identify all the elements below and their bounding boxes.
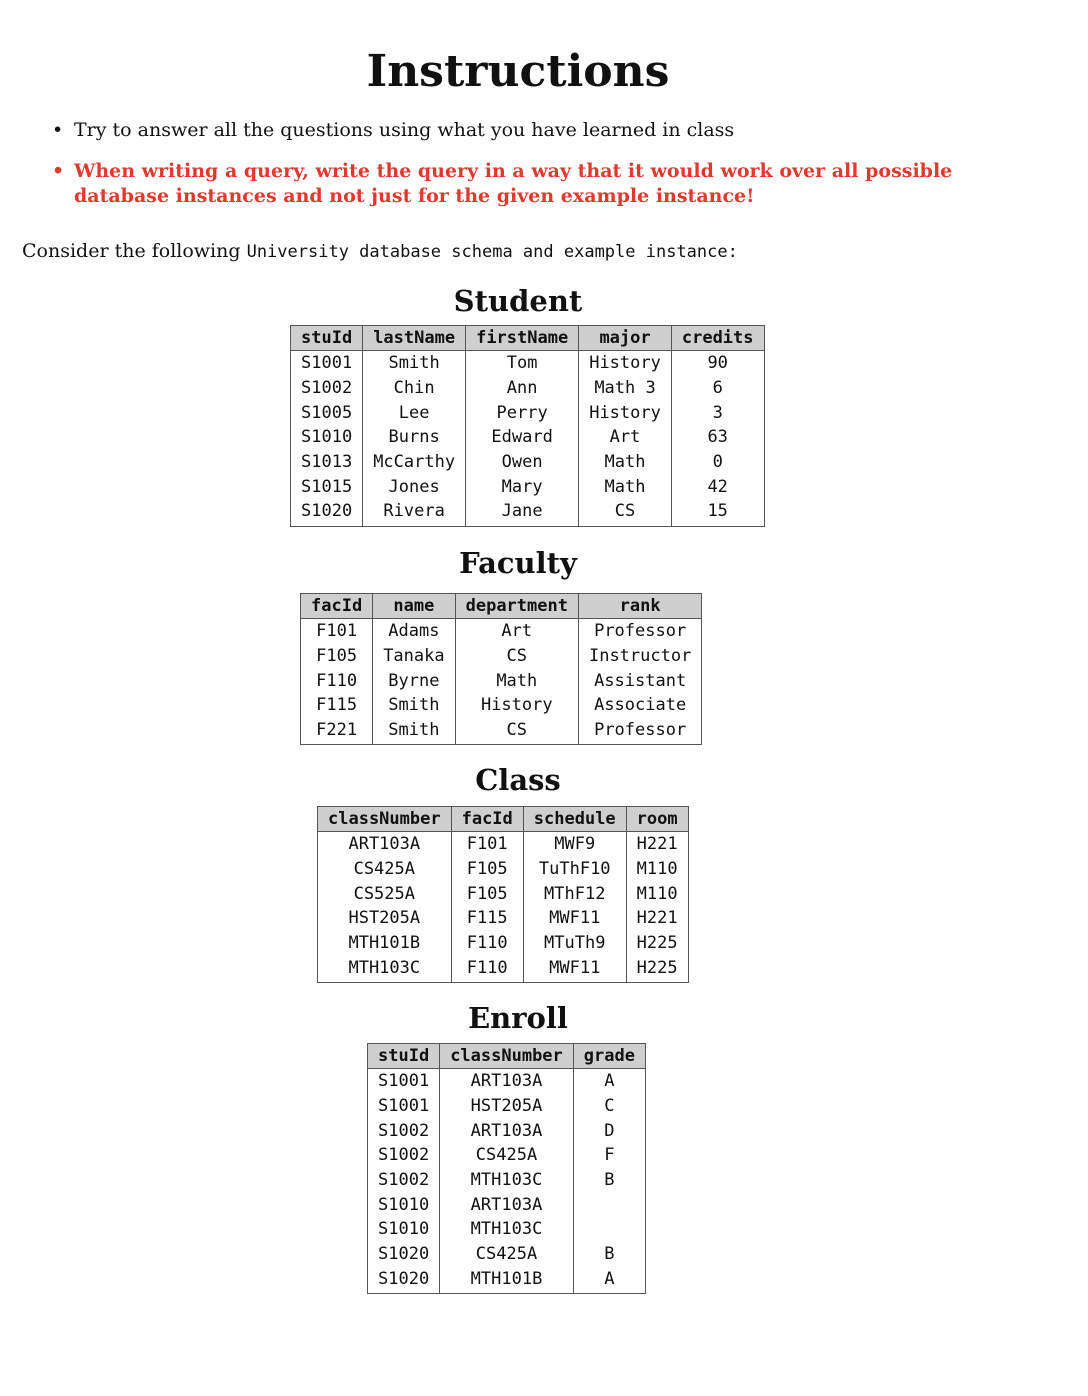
page-title: Instructions (366, 46, 670, 97)
table-cell: Jones (363, 474, 466, 499)
table-row (318, 931, 689, 956)
table-cell: CS (579, 499, 672, 526)
column-header: facId (301, 594, 373, 619)
table-cell: Math (579, 474, 672, 499)
column-header: classNumber (318, 807, 452, 832)
table-row (301, 668, 702, 693)
table-cell: F110 (301, 668, 373, 693)
table-cell: F105 (451, 857, 523, 882)
column-header: facId (451, 807, 523, 832)
table-cell: ART103A (440, 1192, 574, 1217)
column-header: lastName (363, 326, 466, 351)
column-header: name (373, 594, 455, 619)
table-cell: S1020 (291, 499, 363, 526)
table-cell: CS (455, 644, 578, 669)
class-table (317, 806, 689, 983)
table-row (368, 1143, 646, 1168)
table-cell: Perry (466, 400, 579, 425)
table-cell: S1020 (368, 1267, 440, 1294)
table-cell: 15 (671, 499, 764, 526)
table-cell: Assistant (578, 668, 701, 693)
column-header: credits (671, 326, 764, 351)
enroll-table (367, 1043, 646, 1294)
table-cell: F101 (301, 619, 373, 644)
table-cell: S1010 (368, 1217, 440, 1242)
table-cell: Professor (578, 619, 701, 644)
table-cell: MTH101B (318, 931, 452, 956)
column-header: grade (573, 1044, 645, 1069)
table-cell: Burns (363, 425, 466, 450)
column-header: room (626, 807, 688, 832)
table-row (368, 1069, 646, 1094)
table-cell: F (573, 1143, 645, 1168)
table-cell: MWF11 (523, 906, 626, 931)
table-cell: F105 (451, 881, 523, 906)
table-cell: F105 (301, 644, 373, 669)
table-row (368, 1217, 646, 1242)
table-cell: ART103A (318, 832, 452, 857)
table-cell: Chin (363, 376, 466, 401)
table-cell: History (455, 693, 578, 718)
table-row (291, 425, 765, 450)
table-cell: MThF12 (523, 881, 626, 906)
student-table (290, 325, 765, 527)
table-cell: Smith (373, 718, 455, 745)
table-cell: CS425A (440, 1143, 574, 1168)
column-header: major (579, 326, 672, 351)
table-cell: S1015 (291, 474, 363, 499)
table-row (291, 400, 765, 425)
bullet-icon: • (52, 119, 64, 141)
table-row (301, 619, 702, 644)
intro-prefix: Consider the following (22, 240, 247, 262)
table-row (301, 644, 702, 669)
table-cell: S1020 (368, 1242, 440, 1267)
table-row (301, 693, 702, 718)
table-cell: Rivera (363, 499, 466, 526)
table-cell: S1010 (291, 425, 363, 450)
table-cell: F110 (451, 955, 523, 982)
table-cell: F101 (451, 832, 523, 857)
table-row (318, 881, 689, 906)
table-cell: Smith (373, 693, 455, 718)
table-cell: Adams (373, 619, 455, 644)
enroll-table-title: Enroll (468, 1001, 568, 1035)
column-header: stuId (368, 1044, 440, 1069)
intro-text (22, 240, 738, 262)
table-cell: B (573, 1168, 645, 1193)
table-cell: Professor (578, 718, 701, 745)
table-cell: D (573, 1118, 645, 1143)
student-table-title: Student (453, 284, 583, 318)
table-cell: History (579, 400, 672, 425)
table-cell: Jane (466, 499, 579, 526)
table-cell: ART103A (440, 1069, 574, 1094)
table-cell: F110 (451, 931, 523, 956)
table-row (291, 351, 765, 376)
column-header: department (455, 594, 578, 619)
table-cell: M110 (626, 881, 688, 906)
header-row (301, 594, 702, 619)
table-cell: H221 (626, 832, 688, 857)
table-cell: H225 (626, 955, 688, 982)
table-cell: S1001 (368, 1069, 440, 1094)
table-cell: 90 (671, 351, 764, 376)
table-cell: 63 (671, 425, 764, 450)
table-cell: MTuTh9 (523, 931, 626, 956)
instruction-text: Try to answer all the questions using what you have learned in class (74, 119, 735, 141)
table-cell: M110 (626, 857, 688, 882)
table-cell: MTH101B (440, 1267, 574, 1294)
table-row (301, 718, 702, 745)
table-cell: S1001 (368, 1094, 440, 1119)
column-header: firstName (466, 326, 579, 351)
table-row (318, 832, 689, 857)
table-cell: MTH103C (318, 955, 452, 982)
table-cell: 6 (671, 376, 764, 401)
column-header: classNumber (440, 1044, 574, 1069)
table-cell: Owen (466, 450, 579, 475)
table-cell (573, 1217, 645, 1242)
table-cell: Edward (466, 425, 579, 450)
table-cell: Tom (466, 351, 579, 376)
table-cell: 42 (671, 474, 764, 499)
table-cell: TuThF10 (523, 857, 626, 882)
table-cell: S1002 (368, 1143, 440, 1168)
table-row (368, 1118, 646, 1143)
table-cell: H221 (626, 906, 688, 931)
table-cell: S1002 (291, 376, 363, 401)
table-row (368, 1242, 646, 1267)
table-cell: Tanaka (373, 644, 455, 669)
header-row (291, 326, 765, 351)
table-cell: Math (579, 450, 672, 475)
table-row (291, 474, 765, 499)
table-cell (573, 1192, 645, 1217)
table-cell: CS425A (318, 857, 452, 882)
table-cell: H225 (626, 931, 688, 956)
table-row (291, 376, 765, 401)
table-cell: HST205A (318, 906, 452, 931)
table-cell: History (579, 351, 672, 376)
table-row (318, 857, 689, 882)
table-cell: Instructor (578, 644, 701, 669)
table-cell: Lee (363, 400, 466, 425)
table-cell: S1005 (291, 400, 363, 425)
table-cell: 0 (671, 450, 764, 475)
table-cell: F115 (451, 906, 523, 931)
table-cell: A (573, 1267, 645, 1294)
table-cell: S1002 (368, 1168, 440, 1193)
table-row (368, 1267, 646, 1294)
table-cell: C (573, 1094, 645, 1119)
column-header: rank (578, 594, 701, 619)
header-row (368, 1044, 646, 1069)
class-table-title: Class (475, 763, 561, 797)
header-row (318, 807, 689, 832)
table-cell: MWF9 (523, 832, 626, 857)
table-cell: MTH103C (440, 1168, 574, 1193)
table-cell: Art (579, 425, 672, 450)
table-cell: S1013 (291, 450, 363, 475)
table-cell: HST205A (440, 1094, 574, 1119)
table-cell: ART103A (440, 1118, 574, 1143)
table-cell: McCarthy (363, 450, 466, 475)
table-cell: S1001 (291, 351, 363, 376)
bullet-icon: • (52, 160, 65, 182)
table-row (368, 1192, 646, 1217)
table-cell: CS525A (318, 881, 452, 906)
table-cell: B (573, 1242, 645, 1267)
table-cell: Math (455, 668, 578, 693)
table-cell: Mary (466, 474, 579, 499)
faculty-table-title: Faculty (459, 546, 577, 580)
column-header: stuId (291, 326, 363, 351)
column-header: schedule (523, 807, 626, 832)
instruction-list (52, 118, 1042, 225)
table-cell: Art (455, 619, 578, 644)
table-cell: 3 (671, 400, 764, 425)
table-row (318, 955, 689, 982)
table-row (318, 906, 689, 931)
table-cell: MWF11 (523, 955, 626, 982)
table-row (291, 450, 765, 475)
table-cell: Byrne (373, 668, 455, 693)
intro-code: University database schema and example instance: (246, 242, 738, 262)
table-cell: CS (455, 718, 578, 745)
table-cell: F221 (301, 718, 373, 745)
table-row (368, 1094, 646, 1119)
table-cell: CS425A (440, 1242, 574, 1267)
table-cell: S1002 (368, 1118, 440, 1143)
instruction-item-warning (52, 159, 1042, 209)
table-row (291, 499, 765, 526)
table-row (368, 1168, 646, 1193)
table-cell: MTH103C (440, 1217, 574, 1242)
faculty-table (300, 593, 702, 745)
table-cell: F115 (301, 693, 373, 718)
table-cell: S1010 (368, 1192, 440, 1217)
table-cell: Ann (466, 376, 579, 401)
table-cell: Smith (363, 351, 466, 376)
table-cell: Associate (578, 693, 701, 718)
instruction-text: When writing a query, write the query in a way that it would work over all possible database instances and not just for the given example instance! (74, 160, 953, 207)
table-cell: A (573, 1069, 645, 1094)
table-cell: Math 3 (579, 376, 672, 401)
instruction-item (52, 118, 1042, 143)
